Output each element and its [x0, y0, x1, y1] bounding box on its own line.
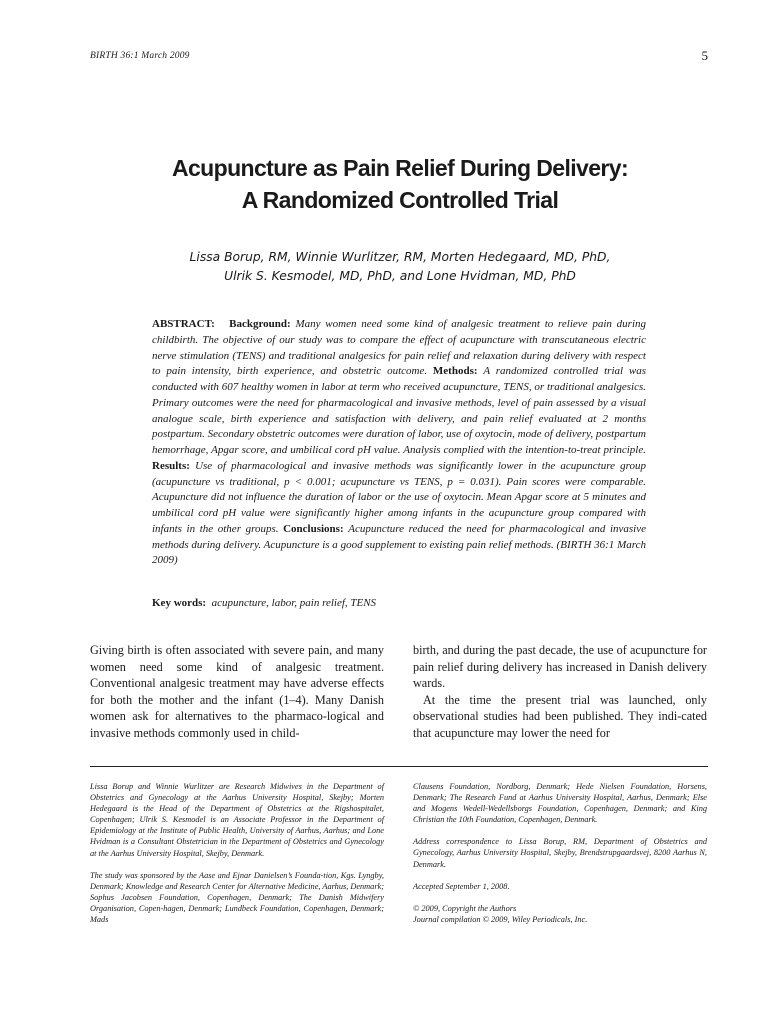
- results-heading: Results:: [152, 459, 190, 472]
- footnotes-left: [90, 781, 384, 936]
- accepted-date: Accepted September 1, 2008.: [413, 881, 510, 891]
- keywords: [152, 597, 376, 609]
- body-column-left: [90, 642, 384, 741]
- background-text: Many women need some kind of analgesic treatment to relieve pain during childbirth. The objective of our study was to compare the effect of acupuncture with transcutaneous electric nerve stimulation (TENS) and traditional analgesics for pain relief and relaxation during delivery with respect to pain intensity, birth experience, and obstetric outcome.: [152, 318, 647, 378]
- article-title: [0, 152, 768, 216]
- body-column-right: [413, 642, 707, 741]
- running-head: BIRTH 36:1 March 2009: [90, 51, 190, 61]
- correspondence-address: Address correspondence to Lissa Borup, RM, Department of Obstetrics and Gynecology, Aarhus University Hospital, Skejby, Brendstrupgaardsvej, 8200 Aarhus N, Denmark.: [413, 837, 707, 869]
- copyright-notice: [413, 903, 707, 925]
- keywords-text: acupuncture, labor, pain relief, TENS: [211, 597, 377, 609]
- abstract-label: ABSTRACT:: [152, 318, 215, 330]
- author-list-line-1: Lissa Borup, RM, Winnie Wurlitzer, RM, Morten Hedegaard, MD, PhD,: [189, 250, 611, 264]
- author-affiliations: Lissa Borup and Winnie Wurlitzer are Research Midwives in the Department of Obstetrics and Gynecology at the Aarhus University Hospital, Skejby; Morten Hedegaard is the Head of the Department of Obstetrics at the Rigshospitalet, Copenhagen; Ulrik S. Kesmodel is an Associate Professor in the Department of Epidemiology at the Institute of Public Health, University of Aarhus, Aarhus; and Lone Hvidman is a Consultant Obstetrician in the Department of Obstetrics and Gynecology at the Aarhus University Hospital, Skejby, Denmark.: [90, 782, 384, 858]
- footnotes-right: [413, 781, 707, 925]
- article-title-line-2: A Randomized Controlled Trial: [241, 187, 559, 213]
- abstract: [152, 317, 646, 569]
- page-number: 5: [701, 48, 708, 63]
- keywords-label: Key words:: [152, 597, 207, 609]
- methods-heading: Methods:: [432, 365, 478, 378]
- conclusions-text: Acupuncture reduced the need for pharmacological and invasive methods during delivery. Acupuncture is a good supplement to existing pain relief methods. (BIRTH 36:1 March 2009): [152, 522, 647, 567]
- methods-text: A randomized controlled trial was conducted with 607 healthy women in labor at term who received acupuncture, TENS, or traditional analgesics. Primary outcomes were the need for pharmacological and invasive methods, level of pain assessed by a visual analogue scale, birth experience and satisfaction with delivery, and pain relief evaluated at 2 months postpartum. Secondary obstetric outcomes were duration of labor, use of oxytocin, mode of delivery, postpartum hemorrhage, Apgar score, and umbilical cord pH value. Analysis complied with the intention-to-treat principle.: [152, 365, 646, 456]
- author-list: [0, 248, 768, 286]
- article-title-line-1: Acupuncture as Pain Relief During Delivery:: [171, 155, 629, 181]
- copyright-journal: Journal compilation © 2009, Wiley Periodicals, Inc.: [413, 914, 588, 924]
- background-heading: Background:: [229, 318, 291, 330]
- funding-statement: The study was sponsored by the Aase and Ejnar Danielsen’s Founda-tion, Kgs. Lyngby, Denmark; Knowledge and Research Center for Alternative Medicine, Aarhus, Denmark; Sophus Jacobsen Foundation, Copenhagen, Denmark; The Danish Midwifery Organisation, Copen-hagen, Denmark; Lundbeck Foundation, Copenhagen, Denmark; Mads: [90, 870, 384, 925]
- footnote-divider: [90, 766, 708, 767]
- author-list-line-2: Ulrik S. Kesmodel, MD, PhD, and Lone Hvidman, MD, PhD: [224, 269, 576, 283]
- body-paragraph: Giving birth is often associated with severe pain, and many women need some kind of analgesic treatment. Conventional analgesic treatment may have adverse effects for both the mother and the infant (1–4). Many Danish women ask for alternatives to the pharmaco-logical and invasive methods commonly used in child-: [90, 643, 384, 740]
- copyright-authors: © 2009, Copyright the Authors: [413, 903, 517, 913]
- conclusions-heading: Conclusions:: [283, 522, 344, 535]
- body-paragraph: At the time the present trial was launched, only observational studies had been published. They indi-cated that acupuncture may lower the need for: [413, 692, 707, 740]
- body-paragraph: birth, and during the past decade, the use of acupuncture for pain relief during delivery has increased in Danish delivery wards.: [413, 643, 707, 690]
- results-text: Use of pharmacological and invasive methods was significantly lower in the acupuncture group (acupuncture vs traditional, p < 0.001; acupuncture vs TENS, p = 0.031). Pain scores were comparable. Acupuncture did not influence the duration of labor or the use of oxytocin. Mean Apgar score at 5 minutes and umbilical cord pH value were significantly higher among infants in the acupuncture group compared with infants in the other groups.: [152, 459, 647, 535]
- funding-statement-continued: Clausens Foundation, Nordborg, Denmark; Hede Nielsen Foundation, Horsens, Denmark; The Research Fund at Aarhus University Hospital, Aarhus, Denmark; Else and Mogens Wedell-Wedellsborgs Foundation, Copenhagen, Denmark; and King Christian the 10th Foundation, Copenhagen, Denmark.: [413, 782, 707, 825]
